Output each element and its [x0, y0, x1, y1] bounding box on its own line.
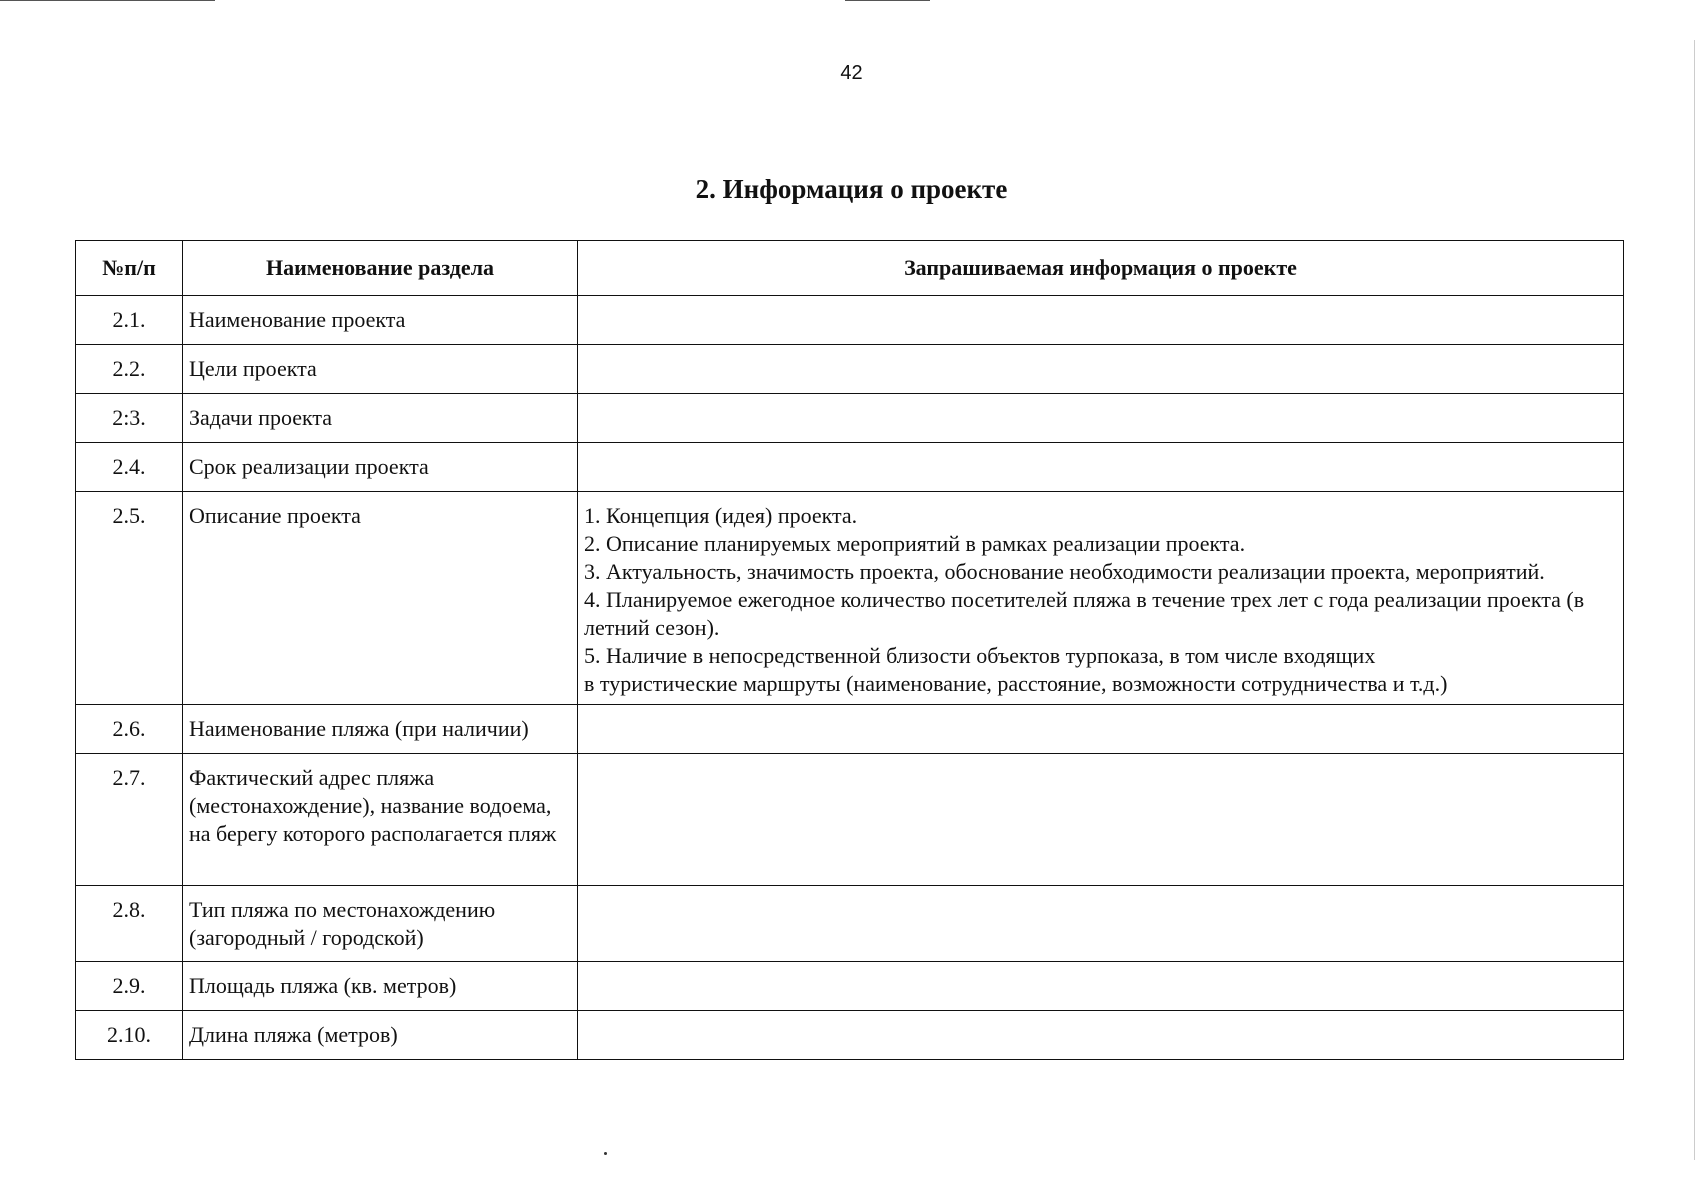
table-row	[76, 705, 1624, 754]
row-section-name: Задачи проекта	[183, 394, 578, 443]
row-section-name: Фактический адрес пляжа (местонахождение), название водоема, на берегу которого располагается пляж	[183, 754, 578, 886]
row-info-cell	[578, 962, 1624, 1011]
header-requested-info: Запрашиваемая информация о проекте	[578, 241, 1624, 296]
row-section-name: Длина пляжа (метров)	[183, 1011, 578, 1060]
table-row	[76, 296, 1624, 345]
row-section-name: Наименование проекта	[183, 296, 578, 345]
row-info-cell	[578, 394, 1624, 443]
row-section-name: Площадь пляжа (кв. метров)	[183, 962, 578, 1011]
row-info-cell	[578, 705, 1624, 754]
header-number: №п/п	[76, 241, 183, 296]
row-number: 2:3.	[76, 394, 183, 443]
table-row	[76, 492, 1624, 705]
row-info-cell	[578, 754, 1624, 886]
row-info-cell	[578, 296, 1624, 345]
table-row	[76, 345, 1624, 394]
row-info-cell: 1. Концепция (идея) проекта. 2. Описание планируемых мероприятий в рамках реализации проекта. 3. Актуальность, значимость проекта, обоснование необходимости реализации проекта, мероприятий. 4. Планируемое ежегодное количество посетителей пляжа в течение трех лет с года реализации проекта (в летний сезон). 5. Наличие в непосредственной близости объектов турпоказа, в том числе входящих в туристические маршруты (наименование, расстояние, возможности сотрудничества и т.д.)	[578, 492, 1624, 705]
row-section-name: Тип пляжа по местонахождению (загородный / городской)	[183, 886, 578, 962]
row-number: 2.5.	[76, 492, 183, 705]
row-info-cell	[578, 1011, 1624, 1060]
row-info-cell	[578, 443, 1624, 492]
row-number: 2.2.	[76, 345, 183, 394]
project-info-table	[75, 240, 1624, 1060]
table-header-row	[76, 241, 1624, 296]
table-row	[76, 394, 1624, 443]
table-row	[76, 1011, 1624, 1060]
header-section-name: Наименование раздела	[183, 241, 578, 296]
row-number: 2.10.	[76, 1011, 183, 1060]
table-row	[76, 962, 1624, 1011]
row-number: 2.9.	[76, 962, 183, 1011]
scan-edge	[1694, 40, 1695, 1160]
scan-artifact-line	[0, 0, 215, 1]
table-row	[76, 443, 1624, 492]
row-info-cell	[578, 345, 1624, 394]
page-number: 42	[840, 62, 863, 84]
row-section-name: Срок реализации проекта	[183, 443, 578, 492]
row-section-name: Цели проекта	[183, 345, 578, 394]
row-section-name: Наименование пляжа (при наличии)	[183, 705, 578, 754]
row-number: 2.1.	[76, 296, 183, 345]
row-number: 2.4.	[76, 443, 183, 492]
table-row	[76, 886, 1624, 962]
row-number: 2.8.	[76, 886, 183, 962]
row-number: 2.7.	[76, 754, 183, 886]
section-title: 2. Информация о проекте	[695, 174, 1008, 204]
scan-artifact-line	[845, 0, 930, 1]
table-row	[76, 754, 1624, 886]
scan-speck	[604, 1152, 607, 1155]
row-info-cell	[578, 886, 1624, 962]
row-number: 2.6.	[76, 705, 183, 754]
row-section-name: Описание проекта	[183, 492, 578, 705]
